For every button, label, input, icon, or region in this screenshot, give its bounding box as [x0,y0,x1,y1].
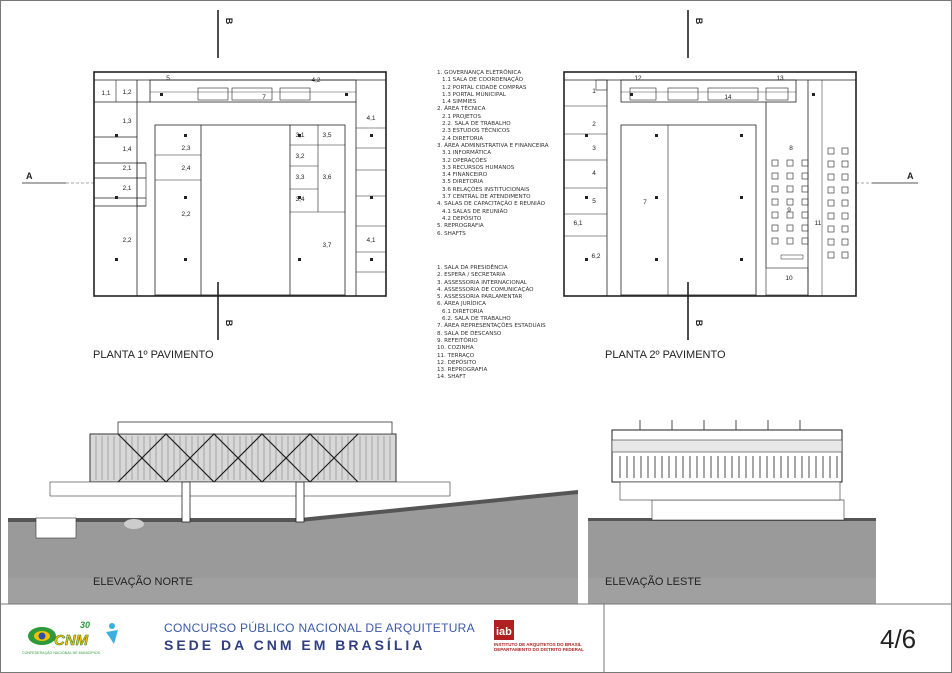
legend-item: 1.4 SIMMIES [442,99,477,106]
room-5: 5 [166,75,170,82]
room-3-2: 3,2 [295,153,305,160]
room-1-1: 1,1 [101,90,111,97]
terrace-table [828,226,834,232]
legend-item: 2. ÁREA TÉCNICA [437,106,486,113]
legend-item: 6. ÁREA JURÍDICA [437,301,486,308]
legend-item: 2.2. SALA DE TRABALHO [442,121,511,128]
terrace-table [828,200,834,206]
legend-second-floor [437,265,546,382]
legend-item: 4.1 SALAS DE REUNIÃO [442,208,508,215]
cnm-logo-subtitle: CONFEDERAÇÃO NACIONAL DE MUNICÍPIOS [22,651,100,655]
room-p2-10: 10 [785,275,793,282]
legend-item: 1.3 PORTAL MUNICIPAL [442,91,506,98]
plan-1-drawing [94,72,386,296]
terrace-table [828,174,834,180]
legend-item: 9. REFEITÓRIO [437,337,478,344]
terrace-table [828,252,834,258]
legend-item: 5. REPROGRAFIA [437,223,484,230]
institute-name-line: INSTITUTO DE ARQUITETOS DO BRASIL [494,642,582,647]
legend-item: 2.4 DIRETORIA [442,135,484,142]
room-p2-4: 4 [592,170,596,177]
refectory-tables [772,148,848,258]
room-p2-8: 8 [789,145,793,152]
legend-item: 3.6 RELAÇÕES INSTITUCIONAIS [442,186,530,193]
legend-item: 2. ESPERA / SECRETARIA [437,272,506,279]
legend-item: 3. ASSESSORIA INTERNACIONAL [437,279,527,286]
room-3-7: 3,7 [322,242,332,249]
legend-item: 11. TERRAÇO [437,352,475,359]
plan-1-section-marks [22,10,218,340]
table [802,160,808,166]
table [772,212,778,218]
terrace-table [842,161,848,167]
room-7: 7 [262,94,266,101]
cnm-anniversary: 30 [80,620,91,630]
table [802,212,808,218]
room-4-1a: 4,1 [366,115,376,122]
table [802,199,808,205]
table [772,199,778,205]
institute-name [494,642,584,652]
table [787,160,793,166]
terrace-table [828,187,834,193]
legend-item: 3.5 DIRETORIA [442,179,484,186]
table [802,186,808,192]
legend-item: 1.2 PORTAL CIDADE COMPRAS [442,84,527,91]
legend-item: 3.4 FINANCEIRO [442,172,488,179]
room-2-4: 2,4 [181,165,191,172]
terrace-table [828,239,834,245]
table [802,238,808,244]
legend-item: 4.2 DEPÓSITO [442,215,482,222]
cnm-logo-text: CNM [54,632,89,649]
room-2-3: 2,3 [181,145,191,152]
room-p2-1: 1 [592,88,596,95]
terrace-table [842,226,848,232]
table [802,225,808,231]
plan-2-room-numbers [573,75,821,282]
legend-item: 4. ASSESSORIA DE COMUNICAÇÃO [437,286,534,293]
section-b-top-1: B [224,17,234,25]
legend-item: 3. ÁREA ADMINISTRATIVA E FINANCEIRA [437,142,549,149]
room-2-1b: 2,1 [122,185,132,192]
plan-2-section-marks [688,10,918,340]
terrace-table [842,174,848,180]
legend-item: 10. COZINHA [437,345,474,352]
terrace-table [842,187,848,193]
table [787,199,793,205]
institute-dept-line: DEPARTAMENTO DO DISTRITO FEDERAL [494,647,584,652]
legend-item: 2.3 ESTUDOS TÉCNICOS [442,128,510,135]
legend-item: 2.1 PROJETOS [442,113,481,120]
legend-item: 3.2 OPERAÇÕES [442,157,487,164]
room-3-3: 3,3 [295,174,305,181]
table [772,186,778,192]
room-p2-3: 3 [592,145,596,152]
section-b-bottom-2: B [694,319,704,327]
section-b-bottom-1: B [224,319,234,327]
terrace-table [828,161,834,167]
room-2-2b: 2,2 [181,211,191,218]
legend-item: 6. SHAFTS [437,230,466,237]
terrace-table [842,148,848,154]
east-elevation-title: ELEVAÇÃO LESTE [605,576,702,588]
plan-1-title: PLANTA 1º PAVIMENTO [93,349,214,361]
legend-first-floor [437,70,549,238]
room-4-2: 4,2 [311,77,321,84]
legend-item: 7. ÁREA REPRESENTAÇÕES ESTADUAIS [437,323,546,330]
terrace-table [842,239,848,245]
section-b-top-2: B [694,17,704,25]
project-title: SEDE DA CNM EM BRASÍLIA [164,637,426,653]
section-a-left: A [26,171,33,181]
footer-frame [0,604,952,673]
table [787,173,793,179]
terrace-table [842,200,848,206]
room-3-6: 3,6 [322,174,332,181]
table [787,238,793,244]
terrace-table [842,252,848,258]
legend-item: 1. GOVERNANÇA ELETRÔNICA [437,70,522,76]
legend-item: 3.7 CENTRAL DE ATENDIMENTO [442,194,531,201]
room-2-1a: 2,1 [122,165,132,172]
legend-item: 8. SALA DE DESCANSO [437,330,502,337]
legend-item: 5. ASSESSORIA PARLAMENTAR [437,294,523,301]
legend-item: 1.1 SALA DE COORDENAÇÃO [442,77,524,84]
room-p2-12: 12 [634,75,642,82]
east-roof-posts [640,420,800,430]
terrace-table [828,213,834,219]
room-1-4: 1,4 [122,146,132,153]
table [772,225,778,231]
legend-item: 1. SALA DA PRESIDÊNCIA [437,265,508,271]
room-p2-7: 7 [643,199,647,206]
room-1-2: 1,2 [122,89,132,96]
legend-item: 6.2. SALA DE TRABALHO [442,316,511,323]
page-number: 4/6 [880,624,917,654]
room-p2-11: 11 [814,220,822,227]
room-3-1: 3,1 [295,132,305,139]
legend-item: 4. SALAS DE CAPACITAÇÃO E REUNIÃO [437,201,545,208]
room-4-1b: 4,1 [366,237,376,244]
room-p2-5: 5 [592,198,596,205]
plan-2-drawing [564,72,856,296]
room-p2-6-1: 6,1 [573,220,583,227]
room-p2-6-2: 6,2 [591,253,601,260]
terrace-table [828,148,834,154]
room-2-2a: 2,2 [122,237,132,244]
legend-item: 12. DEPÓSITO [437,359,477,366]
room-p2-13: 13 [776,75,784,82]
legend-item: 13. REPROGRAFIA [437,367,488,374]
legend-item: 3.1 INFORMÁTICA [442,150,492,157]
table [772,160,778,166]
room-p2-9: 9 [787,207,791,214]
table [772,173,778,179]
room-1-3: 1,3 [122,118,132,125]
legend-item: 6.1 DIRETORIA [442,308,484,315]
table [787,225,793,231]
room-3-4: 3,4 [295,196,305,203]
iab-logo-text: iab [496,626,512,638]
section-a-right: A [907,171,914,181]
terrace-table [842,213,848,219]
plan-1-room-numbers [101,75,375,249]
table [802,173,808,179]
competition-title: CONCURSO PÚBLICO NACIONAL DE ARQUITETURA [164,621,475,635]
legend-item: 3.3 RECURSOS HUMANOS [442,164,515,171]
table [772,238,778,244]
legend-item: 14. SHAFT [437,374,466,381]
room-3-5: 3,5 [322,132,332,139]
plan-2-title: PLANTA 2º PAVIMENTO [605,349,726,361]
room-p2-14: 14 [724,94,732,101]
room-p2-2: 2 [592,121,596,128]
table [787,186,793,192]
north-elevation-title: ELEVAÇÃO NORTE [93,576,193,588]
